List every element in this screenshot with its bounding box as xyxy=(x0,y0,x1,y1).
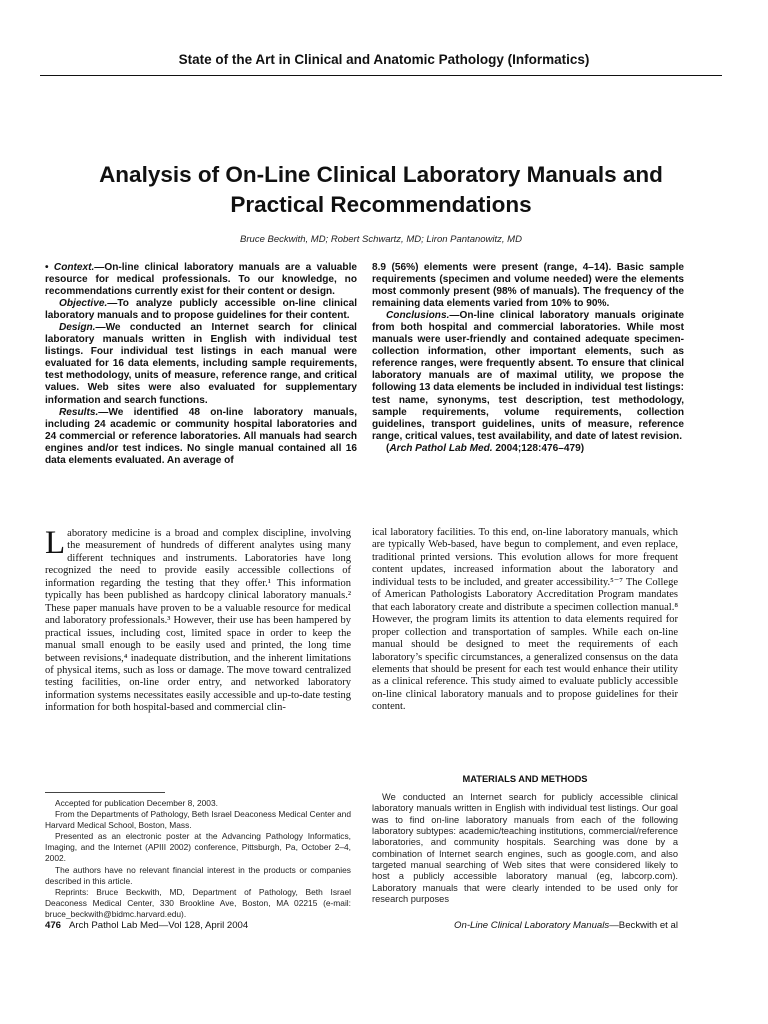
bullet: • xyxy=(45,262,49,273)
abstract-left-column xyxy=(45,262,357,467)
abstract-results-continued: 8.9 (56%) elements were present (range, 4–14). Basic sample requirements (specimen and volume needed) were the elements most commonly present (98% of manuals). The frequency of the remaining data elements varied from 10% to 90%. xyxy=(372,262,684,310)
context-label: Context. xyxy=(53,262,95,273)
footnote-interest: The authors have no relevant financial interest in the products or companies described in this article. xyxy=(45,864,351,886)
drop-cap: L xyxy=(45,525,66,561)
footnote-presented: Presented as an electronic poster at the Advancing Pathology Informatics, Imaging, and the Internet (APIII 2002) conference, Pittsburgh, Pa, October 2–4, 2002. xyxy=(45,831,351,864)
abstract-results xyxy=(45,407,357,467)
intro-text: aboratory medicine is a broad and complex discipline, involving the measurement of hundreds of different analytes using many different techniques and instruments. Laboratories have long recognized the need to provide easily accessible collections of information regarding the testing that they offer.¹ This information typically has been published as hardcopy clinical laboratory manuals.² These paper manuals have proven to be a valuable resource for medical and laboratory professionals.³ However, their use has been hampered by practical issues, including cost, limited space in order to keep the manual small enough to be easily used and printed, the long time between revisions,⁴ inadequate distribution, and the inherent limitations of physical items, such as loss or damage. The move toward centralized testing facilities, on-line order entry, and networked laboratory information systems necessitates easily accessible and up-to-date testing information for both hospital-based and commercial clin- xyxy=(45,528,351,714)
conclusions-label: Conclusions. xyxy=(386,310,450,322)
journal-issue: Arch Pathol Lab Med—Vol 128, April 2004 xyxy=(69,920,249,931)
design-text: —We conducted an Internet search for clinical laboratory manuals written in English with individual test listings. Four individual test listings in each manual were evaluated for 16 data elements, including sample requirements, test methodology, units of measure, reference range, and critical values. Web sites were also evaluated for supplementary information and search functions. xyxy=(45,322,357,406)
footer-right xyxy=(454,920,678,931)
intro-paragraph xyxy=(45,525,351,715)
body-right-column xyxy=(372,527,678,714)
footnote-rule xyxy=(45,792,165,793)
running-authors: —Beckwith et al xyxy=(609,920,678,931)
author-list: Bruce Beckwith, MD; Robert Schwartz, MD; Liron Pantanowitz, MD xyxy=(240,234,522,245)
citation-journal: Arch Pathol Lab Med. xyxy=(389,442,493,454)
methods-paragraph: We conducted an Internet search for publicly accessible clinical laboratory manuals written in English with individual test listings. Our goal was to find on-line laboratory manuals from each of the following laboratory subtypes: academic/teaching institutions, commercial/reference laboratories, and community hospitals. Searching was done by a combination of Internet search engines, such as google.com, and also targeted manual searching of Web sites that were considered likely to host a publicly accessible laboratory manual (eg, labcorp.com). Laboratory manuals that were clearly intended to be used only for research purposes xyxy=(372,792,678,905)
footer-left xyxy=(45,920,248,931)
objective-text: —To analyze publicly accessible on-line clinical laboratory manuals and to propose guidelines for their content. xyxy=(45,298,357,322)
journal-section-header: State of the Art in Clinical and Anatomic Pathology (Informatics) xyxy=(178,52,590,67)
abstract-right-column xyxy=(372,262,684,455)
footnote-reprints: Reprints: Bruce Beckwith, MD, Department of Pathology, Beth Israel Deaconess Medical Center, 330 Brookline Ave, Boston, MA 02215 (e-mail: bruce_beckwith@bidmc.harvard.edu). xyxy=(45,886,351,919)
page-number: 476 xyxy=(45,920,62,931)
results-text: —We identified 48 on-line laboratory manuals, including 24 academic or community hospital laboratories and 24 commercial or reference laboratories. All manuals had search engines and/or test indices. No single manual contained all 16 data elements evaluated. An average of xyxy=(45,406,357,466)
abstract-context xyxy=(45,262,357,298)
objective-label: Objective. xyxy=(59,298,108,310)
footnote-accepted: Accepted for publication December 8, 2003. xyxy=(55,798,218,808)
abstract-conclusions xyxy=(372,310,684,443)
footnotes xyxy=(45,798,351,920)
intro-continued-text: ical laboratory facilities. To this end, on-line laboratory manuals, which are typically Web-based, have begun to complement, and even replace, traditional printed versions. This evolution allows for more frequent content updates, increased information about the laboratory and individual tests to be included, and greater accessibility.⁵⁻⁷ The College of American Pathologists Laboratory Accreditation Program mandates that each laboratory create and distribute a specimen collection manual.⁸ However, the program limits its attention to data elements required for proper collection and transportation of samples. While each on-line manual should be designed to meet the requirements of each laboratory’s specific circumstances, a generalized consensus on the data elements that should be present for each test would enhance their utility as a clinical reference. This study aimed to evaluate publicly accessible on-line clinical laboratory manuals and to propose guidelines for their content. xyxy=(372,527,678,713)
abstract-design xyxy=(45,322,357,406)
article-title-line-1: Analysis of On-Line Clinical Laboratory Manuals and xyxy=(99,162,663,187)
context-text: —On-line clinical laboratory manuals are a valuable resource for medical professionals. To our knowledge, no recommendations currently exist for their content or design. xyxy=(45,262,357,298)
section-heading-materials-methods: MATERIALS AND METHODS xyxy=(462,774,588,784)
design-label: Design. xyxy=(59,322,96,334)
article-title xyxy=(40,160,722,220)
abstract-citation: (Arch Pathol Lab Med. 2004;128:476–479) xyxy=(386,442,585,454)
materials-methods-text xyxy=(372,792,678,905)
body-left-column xyxy=(45,525,351,715)
abstract-objective xyxy=(45,298,357,322)
header-rule xyxy=(40,75,722,76)
citation-details: 2004;128:476–479) xyxy=(492,442,585,454)
running-title: On-Line Clinical Laboratory Manuals xyxy=(454,920,610,931)
article-title-line-2: Practical Recommendations xyxy=(230,192,532,217)
conclusions-text: —On-line clinical laboratory manuals originate from both hospital and commercial laboratories. While most manuals were user-friendly and contained adequate specimen-collection information, other important elements, such as reference ranges, were frequently absent. To ensure that clinical laboratory manuals are of maximal utility, we propose the following 13 data elements be included in individual test listings: test name, synonyms, test description, test methodology, sample requirements, volume requirements, collection guidelines, transport guidelines, units of measure, reference range, critical values, test availability, and date of latest revision. xyxy=(372,310,684,442)
footnote-departments: From the Departments of Pathology, Beth Israel Deaconess Medical Center and Harvard Medical School, Boston, Mass. xyxy=(45,809,351,831)
results-label: Results. xyxy=(59,406,99,418)
